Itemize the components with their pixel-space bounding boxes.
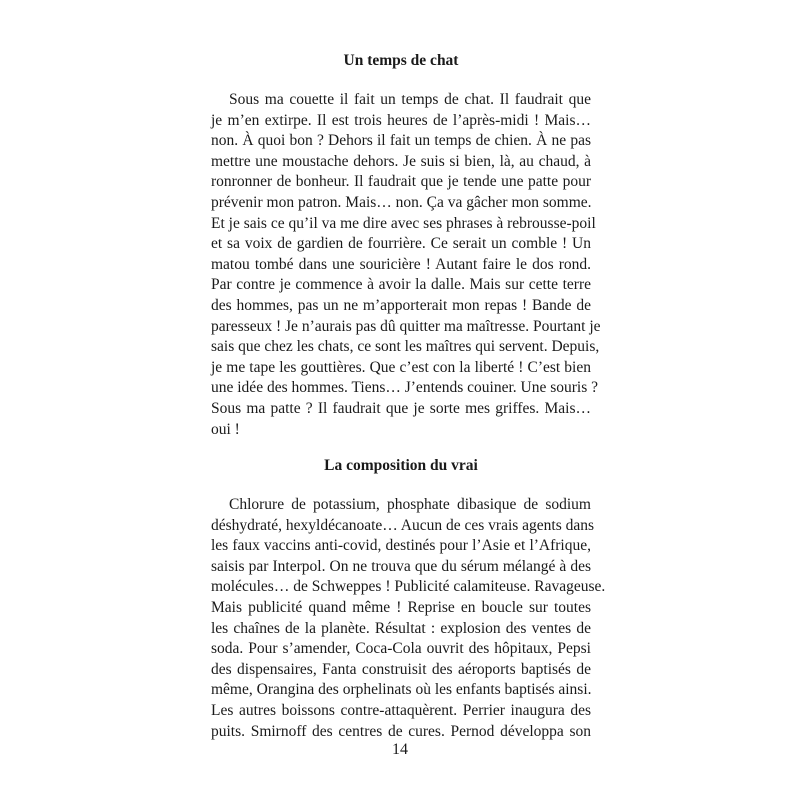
text-line: Et je sais ce qu’il va me dire avec ses phrases à rebrousse-poil	[211, 214, 596, 232]
text-line: et sa voix de gardien de fourrière. Ce serait un comble ! Un	[211, 235, 591, 253]
text-line: des hommes, pas un ne m’apporterait mon repas ! Bande de	[211, 296, 591, 314]
text-line: déshydraté, hexyldécanoate… Aucun de ces vrais agents dans	[211, 516, 595, 534]
book-page	[211, 48, 606, 742]
text-line: Sous ma patte ? Il faudrait que je sorte mes griffes. Mais…	[211, 399, 591, 417]
text-line: les chaînes de la planète. Résultat : explosion des ventes de	[211, 619, 591, 637]
text-line: Mais publicité quand même ! Reprise en boucle sur toutes	[211, 599, 591, 617]
page-number: 14	[392, 741, 408, 758]
text-line: sais que chez les chats, ce sont les maîtres qui servent. Depuis,	[211, 338, 600, 356]
text-line: non. À quoi bon ? Dehors il fait un temps de chien. À ne pas	[211, 132, 591, 150]
text-line: des dispensaires, Fanta construisit des aéroports baptisés de	[211, 660, 591, 678]
section-body-temps-de-chat	[211, 90, 601, 440]
text-line: même, Orangina des orphelinats où les enfants baptisés ainsi.	[211, 681, 592, 699]
section-body-composition-du-vrai	[211, 495, 606, 742]
text-line: une idée des hommes. Tiens… J’entends couiner. Une souris ?	[211, 379, 599, 397]
text-line: soda. Pour s’amender, Coca-Cola ouvrit des hôpitaux, Pepsi	[211, 640, 591, 658]
section-title-temps-de-chat: Un temps de chat	[343, 52, 459, 69]
text-line: puits. Smirnoff des centres de cures. Pernod développa son	[211, 722, 591, 740]
text-line: Par contre je commence à avoir la dalle. Mais sur cette terre	[211, 276, 591, 294]
text-line: Les autres boissons contre-attaquèrent. Perrier inaugura des	[211, 702, 591, 720]
text-line: prévenir mon patron. Mais… non. Ça va gâcher mon somme.	[211, 193, 592, 211]
text-line: je me tape les gouttières. Que c’est con la liberté ! C’est bien	[211, 358, 591, 376]
text-line: ronronner de bonheur. Il faudrait que je tende une patte pour	[211, 173, 591, 191]
text-line: mettre une moustache dehors. Je suis si bien, là, au chaud, à	[211, 152, 591, 170]
text-line: paresseux ! Je n’aurais pas dû quitter ma maîtresse. Pourtant je	[211, 317, 601, 335]
text-line: oui !	[211, 420, 240, 438]
text-line: Sous ma couette il fait un temps de chat. Il faudrait que	[229, 91, 591, 108]
text-line: saisis par Interpol. On ne trouva que du sérum mélangé à des	[211, 557, 591, 575]
text-line: matou tombé dans une souricière ! Autant faire le dos rond.	[211, 255, 591, 273]
text-line: les faux vaccins anti-covid, destinés pour l’Asie et l’Afrique,	[211, 537, 591, 555]
text-line: molécules… de Schweppes ! Publicité calamiteuse. Ravageuse.	[211, 578, 606, 596]
text-line: je m’en extirpe. Il est trois heures de l’après-midi ! Mais…	[211, 111, 591, 129]
text-line: Chlorure de potassium, phosphate dibasique de sodium	[229, 496, 591, 514]
section-title-composition-du-vrai: La composition du vrai	[324, 457, 478, 475]
